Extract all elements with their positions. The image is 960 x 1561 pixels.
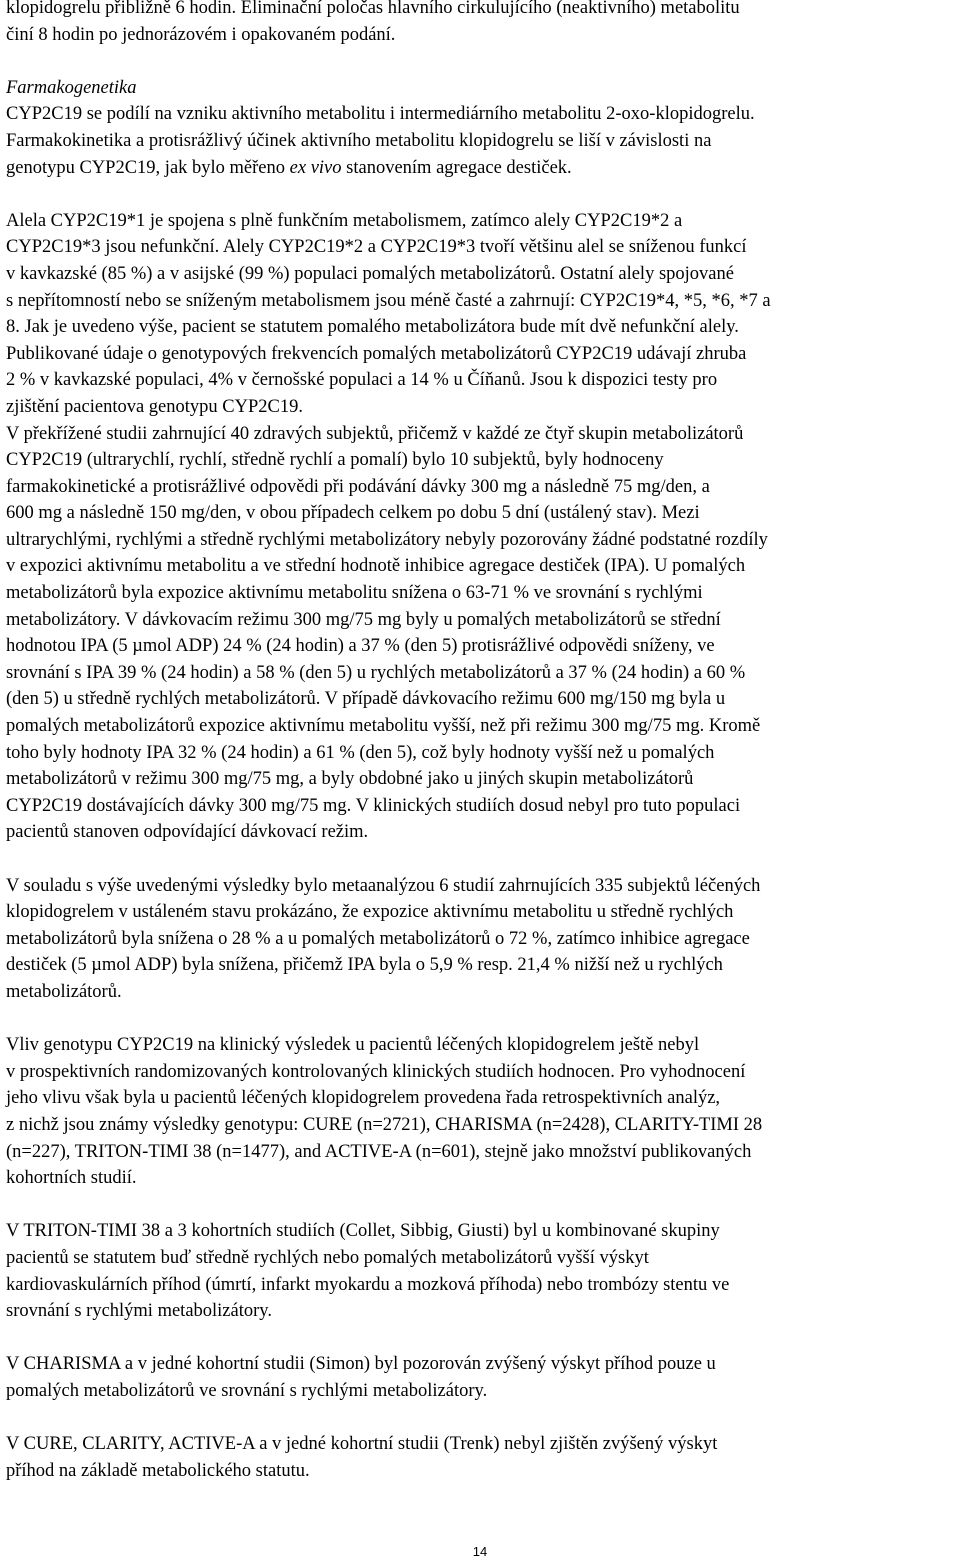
charisma-line: pomalých metabolizátorů ve srovnání s rychlými metabolizátory. xyxy=(6,1380,488,1401)
charisma-paragraph xyxy=(6,1351,956,1404)
alleles-line: metabolizátorů byla expozice aktivnímu metabolitu snížena o 63-71 % ve srovnání s rychlými xyxy=(6,583,703,604)
pharmacogenetics-line: Farmakokinetika a protisrážlivý účinek aktivního metabolitu klopidogrelu se liší v závislosti na xyxy=(6,130,712,151)
exvivo-after: stanovením agregace destiček. xyxy=(341,157,572,178)
metaanalysis-paragraph xyxy=(6,873,956,1006)
alleles-line: v expozici aktivnímu metabolitu a ve střední hodnotě inhibice agregace destiček (IPA). U pomalých xyxy=(6,556,746,577)
charisma-line: V CHARISMA a v jedné kohortní studii (Simon) byl pozorován zvýšený výskyt příhod pouze u xyxy=(6,1354,716,1375)
pharmacogenetics-line-exvivo xyxy=(6,155,956,182)
exvivo-before: genotypu CYP2C19, jak bylo měřeno xyxy=(6,157,290,178)
cure-line: V CURE, CLARITY, ACTIVE-A a v jedné kohortní studii (Trenk) nebyl zjištěn zvýšený výskyt xyxy=(6,1434,718,1455)
alleles-line: V překřížené studii zahrnující 40 zdravých subjektů, přičemž v každé ze čtyř skupin metabolizátorů xyxy=(6,423,744,444)
page-number: 14 xyxy=(472,1544,488,1559)
intro-line: činí 8 hodin po jednorázovém i opakovaném podání. xyxy=(6,24,396,45)
alleles-line: Alela CYP2C19*1 je spojena s plně funkčním metabolismem, zatímco alely CYP2C19*2 a xyxy=(6,210,683,231)
triton-line: pacientů se statutem buď středně rychlých nebo pomalých metabolizátorů vyšší výskyt xyxy=(6,1247,649,1268)
triton-line: srovnání s rychlými metabolizátory. xyxy=(6,1301,272,1322)
alleles-line: CYP2C19 (ultrarychlí, rychlí, středně rychlí a pomalí) bylo 10 subjektů, byly hodnoceny xyxy=(6,450,664,471)
alleles-line: CYP2C19*3 jsou nefunkční. Alely CYP2C19*2 a CYP2C19*3 tvoří většinu alel se sníženou funkcí xyxy=(6,237,747,258)
alleles-line: metabolizátory. V dávkovacím režimu 300 mg/75 mg byly u pomalých metabolizátorů se střední xyxy=(6,609,721,630)
clinical-outcome-line: jeho vlivu však byla u pacientů léčených klopidogrelem provedena řada retrospektivních analýz, xyxy=(6,1088,721,1109)
spacer xyxy=(6,1325,956,1352)
metaanalysis-line: metabolizátorů byla snížena o 28 % a u pomalých metabolizátorů o 72 %, zatímco inhibice agregace xyxy=(6,928,750,949)
alleles-line: hodnotou IPA (5 µmol ADP) 24 % (24 hodin) a 37 % (den 5) protisrážlivé odpovědi sníženy, ve xyxy=(6,636,715,657)
intro-paragraph xyxy=(6,0,956,48)
spacer xyxy=(6,1404,956,1431)
alleles-line: s nepřítomností nebo se sníženým metabolismem jsou méně časté a zahrnují: CYP2C19*4, *5, *6, *7 a xyxy=(6,290,771,311)
alleles-line: srovnání s IPA 39 % (24 hodin) a 58 % (den 5) u rychlých metabolizátorů a 37 % (24 hodin) a 60 % xyxy=(6,662,746,683)
alleles-line: ultrarychlými, rychlými a středně rychlými metabolizátory nebyly pozorovány žádné podstatné rozdíly xyxy=(6,529,768,550)
spacer xyxy=(6,846,956,873)
clinical-outcome-paragraph xyxy=(6,1032,956,1192)
metaanalysis-line: V souladu s výše uvedenými výsledky bylo metaanalýzou 6 studií zahrnujících 335 subjektů léčených xyxy=(6,875,761,896)
alleles-line: 2 % v kavkazské populaci, 4% v černošské populaci a 14 % u Číňanů. Jsou k dispozici testy pro xyxy=(6,370,718,391)
alleles-line: farmakokinetické a protisrážlivé odpovědi při podávání dávky 300 mg a následně 75 mg/den, a xyxy=(6,476,710,497)
alleles-line: (den 5) u středně rychlých metabolizátorů. V případě dávkovacího režimu 600 mg/150 mg byla u xyxy=(6,689,726,710)
triton-line: V TRITON-TIMI 38 a 3 kohortních studiích (Collet, Sibbig, Giusti) byl u kombinované skupiny xyxy=(6,1221,720,1242)
clinical-outcome-line: z nichž jsou známy výsledky genotypu: CURE (n=2721), CHARISMA (n=2428), CLARITY-TIMI 28 xyxy=(6,1114,763,1135)
document-page xyxy=(6,0,956,1484)
triton-paragraph xyxy=(6,1218,956,1324)
alleles-line: pomalých metabolizátorů expozice aktivnímu metabolitu vyšší, než při režimu 300 mg/75 mg. Kromě xyxy=(6,716,761,737)
clinical-outcome-line: Vliv genotypu CYP2C19 na klinický výsledek u pacientů léčených klopidogrelem ještě nebyl xyxy=(6,1035,700,1056)
spacer xyxy=(6,48,956,75)
alleles-line: toho byly hodnoty IPA 32 % (24 hodin) a 61 % (den 5), což byly hodnoty vyšší než u pomalých xyxy=(6,742,715,763)
alleles-line: metabolizátorů v režimu 300 mg/75 mg, a byly obdobné jako u jiných skupin metabolizátorů xyxy=(6,769,694,790)
triton-line: kardiovaskulárních příhod (úmrtí, infarkt myokardu a mozková příhoda) nebo trombózy stentu ve xyxy=(6,1274,730,1295)
metaanalysis-line: klopidogrelem v ustáleném stavu prokázáno, že expozice aktivnímu metabolitu u středně rychlých xyxy=(6,902,734,923)
clinical-outcome-line: v prospektivních randomizovaných kontrolovaných klinických studiích hodnocen. Pro vyhodnocení xyxy=(6,1061,746,1082)
alleles-line: v kavkazské (85 %) a v asijské (99 %) populaci pomalých metabolizátorů. Ostatní alely spojované xyxy=(6,263,734,284)
section-heading-pharmacogenetics: Farmakogenetika xyxy=(6,77,137,98)
clinical-outcome-line: kohortních studií. xyxy=(6,1168,137,1189)
spacer xyxy=(6,1192,956,1219)
spacer xyxy=(6,1006,956,1033)
intro-line: klopidogrelu přibližně 6 hodin. Eliminační poločas hlavního cirkulujícího (neaktivního) metabolitu xyxy=(6,0,740,18)
alleles-line: Publikované údaje o genotypových frekvencích pomalých metabolizátorů CYP2C19 udávají zhruba xyxy=(6,343,747,364)
cure-line: příhod na základě metabolického statutu. xyxy=(6,1460,310,1481)
clinical-outcome-line: (n=227), TRITON-TIMI 38 (n=1477), and ACTIVE-A (n=601), stejně jako množství publikovaných xyxy=(6,1141,752,1162)
exvivo-italic: ex vivo xyxy=(289,157,342,178)
spacer xyxy=(6,181,956,208)
pharmacogenetics-line: CYP2C19 se podílí na vzniku aktivního metabolitu i intermediárního metabolitu 2-oxo-klopidogrelu. xyxy=(6,104,755,125)
alleles-line: 600 mg a následně 150 mg/den, v obou případech celkem po dobu 5 dní (ustálený stav). Mezi xyxy=(6,503,700,524)
alleles-line: 8. Jak je uvedeno výše, pacient se statutem pomalého metabolizátora bude mít dvě nefunkční alely. xyxy=(6,317,739,338)
metaanalysis-line: destiček (5 µmol ADP) byla snížena, přičemž IPA byla o 5,9 % resp. 21,4 % nižší než u rychlých xyxy=(6,955,723,976)
metaanalysis-line: metabolizátorů. xyxy=(6,981,122,1002)
pharmacogenetics-paragraph xyxy=(6,75,956,181)
alleles-line: zjištění pacientova genotypu CYP2C19. xyxy=(6,396,303,417)
alleles-line: CYP2C19 dostávajících dávky 300 mg/75 mg. V klinických studiích dosud nebyl pro tuto populaci xyxy=(6,795,741,816)
cure-paragraph xyxy=(6,1431,956,1484)
alleles-paragraph xyxy=(6,208,956,846)
alleles-line: pacientů stanoven odpovídající dávkovací režim. xyxy=(6,822,369,843)
